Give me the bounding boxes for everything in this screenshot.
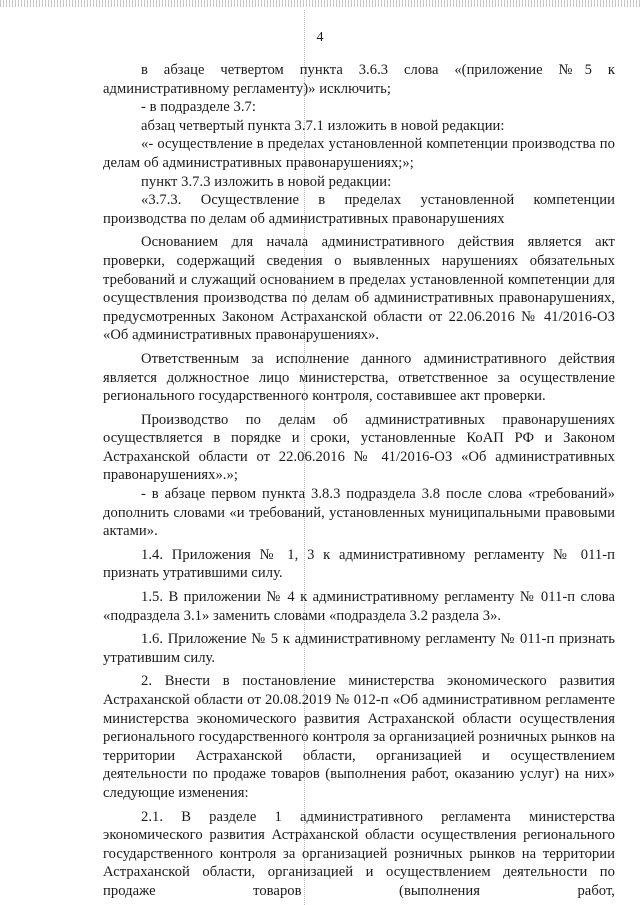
paragraph: Ответственным за исполнение данного административного действия является должностное лицо министерства, ответственное за осуществление регионального государственного контроля, составившее акт проверки.	[103, 350, 615, 405]
paragraph: «3.7.3. Осуществление в пределах установленной компетенции производства по делам об административных правонарушениях	[103, 192, 615, 227]
paragraph: Производство по делам об административных правонарушениях осуществляется в порядке и сроки, установленные КоАП РФ и Законом Астраханской области от 22.06.2016 № 41/2016-ОЗ «Об административных правонарушениях».»;	[103, 411, 615, 484]
paragraph: 1.4. Приложения № 1, 3 к административному регламенту № 011-п признать утратившими силу.	[103, 546, 615, 582]
page-number: 4	[316, 30, 324, 45]
paragraph: 1.5. В приложении № 4 к административному регламенту № 011-п слова «подраздела 3.1» заменить словами «подраздела 3.2 раздела 3».	[103, 589, 615, 624]
paragraph: в абзаце четвертом пункта 3.6.3 слова «(приложение №5 к административному регламенту)» исключить;	[103, 62, 615, 97]
paragraph: «- осуществление в пределах установленной компетенции производства по делам об административных правонарушениях;»;	[103, 136, 615, 171]
paragraph: - в абзаце первом пункта 3.8.3 подраздела 3.8 после слова «требований» дополнить словами «и требований, установленных муниципальными правовыми актами».	[103, 486, 615, 540]
paragraph: абзац четвертый пункта 3.7.1 изложить в новой редакции:	[141, 117, 505, 134]
document-body	[103, 61, 615, 901]
paragraph: 2. Внести в постановление министерства экономического развития Астраханской области от 20.08.2019 № 012-п «Об административном регламенте министерства экономического развития Астраханской области осуществления регионального государственного контроля за организацией розничных рынков на территории Астраханской области, организацией и осуществлением деятельности по продаже товаров (выполнения работ, оказанию услуг) на них» следующие изменения:	[103, 673, 615, 801]
paragraph: 1.6. Приложение № 5 к административному регламенту № 011-п признать утратившим силу.	[103, 631, 615, 666]
paragraph: 2.1. В разделе 1 административного регламента министерства экономического развития Астраханской области осуществления регионального государственного контроля за организацией розничных рынков на территории Астраханской области, организацией и осуществлением деятельности по продаже товаров (выполнения работ,	[103, 808, 615, 899]
paragraph: пункт 3.7.3 изложить в новой редакции:	[141, 173, 392, 190]
paragraph: Основанием для начала административного действия является акт проверки, содержащий сведения о выявленных нарушениях обязательных требований и служащий основанием в пределах установленной компетенции для осуществления производства по делам об административных правонарушениях, предусмотренных Законом Астраханской области от 22.06.2016 № 41/2016-ОЗ «Об административных правонарушениях».	[103, 234, 615, 344]
paragraph: - в подразделе 3.7:	[141, 99, 256, 116]
scan-edge-artifact	[0, 0, 640, 7]
